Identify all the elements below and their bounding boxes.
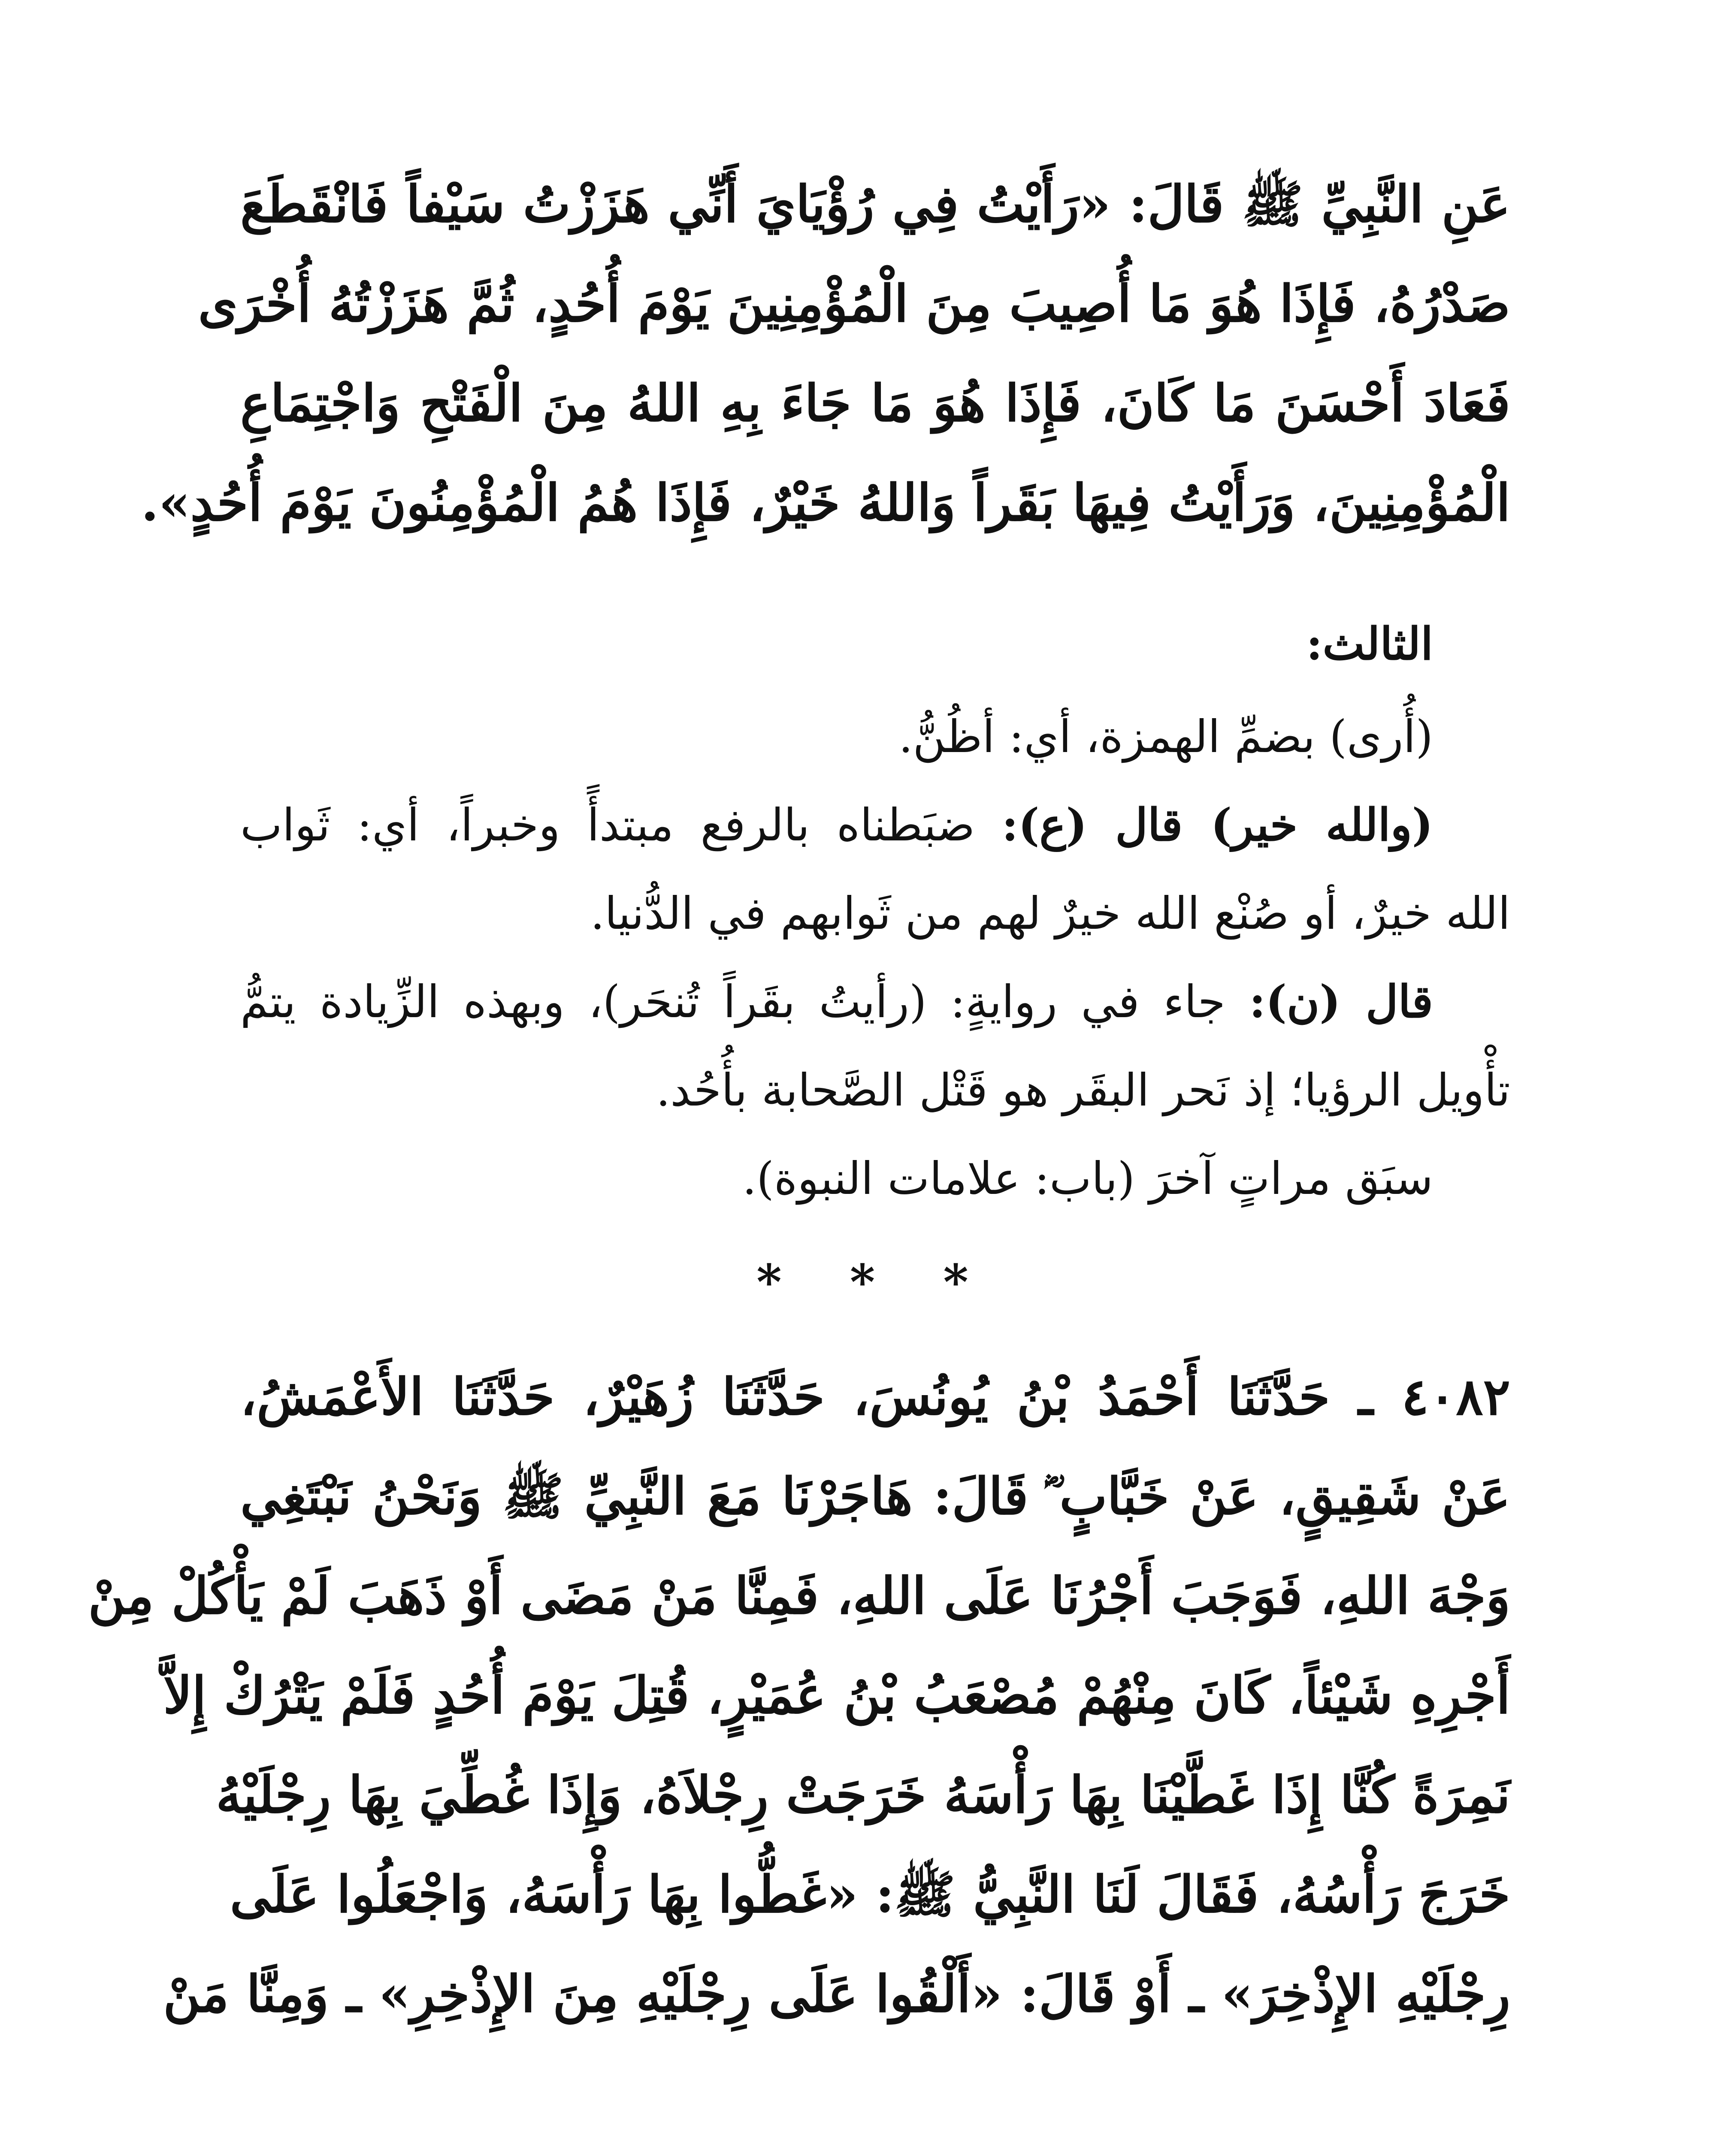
hadith-line: عَنْ شَقِيقٍ، عَنْ خَبَّابٍ ؓ قَالَ: هَاجَرْنَا مَعَ النَّبِيِّ ﷺ وَنَحْنُ نَبْتَغِي: [240, 1466, 1510, 1526]
hadith-line: نَمِرَةً كُنَّا إِذَا غَطَّيْنَا بِهَا رَأْسَهُ خَرَجَتْ رِجْلاَهُ، وَإِذَا غُطِّيَ بِهَا رِجْلَيْهُ: [216, 1765, 1510, 1825]
paragraph-line: الله خيرٌ، أو صُنْع الله خيرٌ لهم من ثَوابهم في الدُّنيا.: [590, 887, 1510, 940]
section-separator: * * *: [756, 1254, 994, 1311]
hadith-4082: [88, 1347, 1510, 2044]
paragraph-lead: قال (ن):: [1249, 975, 1433, 1028]
commentary-paragraph: [240, 1134, 1510, 1223]
hadith-line: عَنِ النَّبِيِّ ﷺ قَالَ: «رَأَيْتُ فِي رُؤْيَايَ أَنِّي هَزَزْتُ سَيْفاً فَانْقَطَعَ: [240, 174, 1510, 234]
hadith-text-continued: [141, 154, 1510, 553]
paragraph-line: [240, 781, 1510, 869]
commentary-heading: الثالث:: [1306, 617, 1433, 670]
commentary-paragraph: [240, 692, 1510, 781]
page-body: [88, 154, 1510, 2044]
paragraph-line: [240, 958, 1510, 1046]
paragraph-lead: (والله خير) قال (ع):: [1001, 798, 1434, 851]
hadith-line: ٤٠٨٢ ـ حَدَّثَنَا أَحْمَدُ بْنُ يُونُسَ، حَدَّثَنَا زُهَيْرٌ، حَدَّثَنَا الأَعْمَشُ،: [240, 1367, 1510, 1426]
commentary-section: [240, 600, 1510, 1223]
hadith-line: صَدْرُهُ، فَإِذَا هُوَ مَا أُصِيبَ مِنَ الْمُؤْمِنِينَ يَوْمَ أُحُدٍ، ثُمَّ هَزَزْتُهُ أُخْرَى: [198, 274, 1510, 333]
paragraph-line: (أُرى) بضمِّ الهمزة، أي: أظُنُّ.: [898, 710, 1433, 763]
paragraph-text: ضبَطناه بالرفع مبتدأً وخبراً، أي: ثَواب: [240, 799, 1002, 851]
hadith-line: رِجْلَيْهِ الإِذْخِرَ» ـ أَوْ قَالَ: «أَلْقُوا عَلَى رِجْلَيْهِ مِنَ الإِذْخِرِ» ـ وَمِنَّا مَنْ: [163, 1964, 1510, 2024]
hadith-line: أَجْرِهِ شَيْئاً، كَانَ مِنْهُمْ مُصْعَبُ بْنُ عُمَيْرٍ، قُتِلَ يَوْمَ أُحُدٍ فَلَمْ يَتْرُكْ إِلاَّ: [163, 1665, 1510, 1725]
hadith-line: الْمُؤْمِنِينَ، وَرَأَيْتُ فِيهَا بَقَراً وَاللهُ خَيْرٌ، فَإِذَا هُمُ الْمُؤْمِنُونَ يَوْمَ أُحُدٍ».: [141, 473, 1510, 532]
hadith-line: خَرَجَ رَأْسُهُ، فَقَالَ لَنَا النَّبِيُّ ﷺ: «غَطُّوا بِهَا رَأْسَهُ، وَاجْعَلُوا عَلَى: [230, 1864, 1510, 1924]
commentary-paragraph: [240, 781, 1510, 958]
paragraph-text: جاء في روايةٍ: (رأيتُ بقَراً تُنحَر)، وبهذه الزِّيادة يتمُّ: [240, 976, 1249, 1028]
paragraph-line: تأْويل الرؤيا؛ إذ نَحر البقَر هو قَتْل الصَّحابة بأُحُد.: [656, 1064, 1510, 1116]
paragraph-line: سبَق مراتٍ آخرَ (باب: علامات النبوة).: [742, 1152, 1433, 1205]
hadith-line: فَعَادَ أَحْسَنَ مَا كَانَ، فَإِذَا هُوَ مَا جَاءَ بِهِ اللهُ مِنَ الْفَتْحِ وَاجْتِمَاعِ: [240, 373, 1510, 433]
commentary-paragraph: [240, 958, 1510, 1134]
hadith-line: وَجْهَ اللهِ، فَوَجَبَ أَجْرُنَا عَلَى اللهِ، فَمِنَّا مَنْ مَضَى أَوْ ذَهَبَ لَمْ يَأْكُلْ مِنْ: [88, 1566, 1510, 1625]
